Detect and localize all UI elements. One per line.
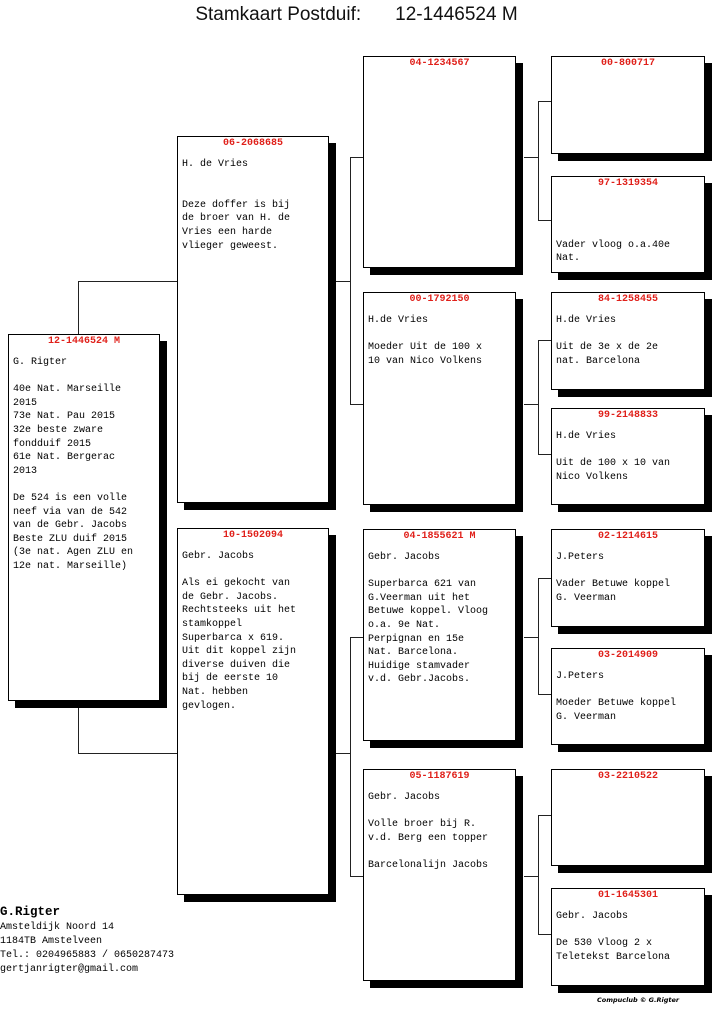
connector-line (350, 404, 364, 405)
pigeon-card-ffm (551, 176, 705, 273)
connector-line (350, 157, 364, 158)
connector-line (524, 157, 539, 158)
pigeon-notes: J.Peters Moeder Betuwe koppel G. Veerman (556, 671, 677, 723)
ring-number: 04-1855621 M (403, 531, 476, 542)
connector-line (538, 101, 552, 102)
ring-number: 04-1234567 (409, 58, 470, 69)
owner-phone: Tel.: 0204965883 / 0650287473 (0, 950, 175, 961)
pigeon-notes: Gebr. Jacobs Volle broer bij R. v.d. Berg een topper Barcelonalijn Jacobs (368, 792, 489, 871)
pigeon-notes: H. de Vries Deze doffer is bij de broer van H. de Vries een harde vlieger geweest. (182, 159, 291, 252)
owner-name: G.Rigter (0, 905, 61, 919)
pigeon-notes: Vader vloog o.a.40e Nat. (556, 239, 671, 265)
ring-number: 01-1645301 (597, 890, 658, 901)
connector-line (538, 694, 552, 695)
ring-number: 84-1258455 (597, 294, 658, 305)
connector-line (524, 637, 539, 638)
connector-line (78, 753, 178, 754)
pigeon-card-fm (363, 292, 516, 505)
connector-line (336, 281, 351, 282)
pigeon-card-fmf (551, 292, 705, 390)
footer-credit: Compuclub © G.Rigter (597, 996, 680, 1004)
pigeon-card-subject (8, 334, 160, 701)
connector-line (336, 753, 351, 754)
title-label: Stamkaart Postduif: (195, 4, 362, 25)
ring-number: 05-1187619 (409, 771, 470, 782)
connector-line (538, 340, 552, 341)
pigeon-card-mother (177, 528, 329, 895)
ring-number: 99-2148833 (597, 410, 658, 421)
pigeon-notes: G. Rigter 40e Nat. Marseille 2015 73e Nat. Pau 2015 32e beste zware fondduif 2015 61e Nat. Bergerac 2013 De 524 is een volle neef via van de 542 van de Gebr. Jacobs Beste ZLU duif 2015 (3e nat. Agen ZLU en 12e nat. Marseille) (13, 357, 134, 572)
pigeon-notes: Gebr. Jacobs Als ei gekocht van de Gebr. Jacobs. Rechtsteeks uit het stamkoppel Superbarca x 619. Uit dit koppel zijn diverse duiven die bij de eerste 10 Nat. hebben gevlogen. (182, 551, 297, 712)
page-title (0, 4, 713, 26)
ring-number: 00-1792150 (409, 294, 470, 305)
pigeon-notes: H.de Vries Uit de 3e x de 2e nat. Barcelona (556, 315, 659, 367)
connector-line (538, 815, 552, 816)
connector-line (350, 637, 364, 638)
pigeon-notes: Gebr. Jacobs Superbarca 621 van G.Veerman uit het Betuwe koppel. Vloog o.a. 9e Nat. Perpignan en 15e Nat. Barcelona. Huidige stamvader v.d. Gebr.Jacobs. (368, 552, 489, 686)
pigeon-notes (552, 70, 704, 78)
pigeon-card-mmm (551, 888, 705, 986)
connector-line (524, 876, 539, 877)
pigeon-notes: H.de Vries Moeder Uit de 100 x 10 van Nico Volkens (368, 315, 483, 367)
pigeon-card-father (177, 136, 329, 503)
connector-line (538, 220, 552, 221)
connector-line (538, 101, 539, 221)
connector-line (538, 454, 552, 455)
pigeon-notes: Gebr. Jacobs De 530 Vloog 2 x Teletekst Barcelona (556, 911, 671, 963)
owner-city: 1184TB Amstelveen (0, 936, 103, 947)
owner-email: gertjanrigter@gmail.com (0, 964, 139, 975)
connector-line (350, 876, 364, 877)
ring-number: 06-2068685 (222, 138, 283, 149)
pigeon-notes (552, 783, 704, 791)
pigeon-notes: H.de Vries Uit de 100 x 10 van Nico Volkens (556, 431, 671, 483)
ring-number: 10-1502094 (222, 530, 283, 541)
pigeon-card-mff (551, 529, 705, 627)
ring-number: 03-2210522 (597, 771, 658, 782)
pigeon-card-mf (363, 529, 516, 741)
connector-line (350, 637, 351, 877)
pigeon-notes: J.Peters Vader Betuwe koppel G. Veerman (556, 552, 671, 604)
connector-line (524, 404, 539, 405)
connector-line (538, 340, 539, 455)
connector-line (538, 578, 552, 579)
connector-line (538, 815, 539, 935)
pigeon-card-fff (551, 56, 705, 154)
ring-number: 03-2014909 (597, 650, 658, 661)
connector-line (538, 578, 539, 695)
pigeon-card-mfm (551, 648, 705, 745)
connector-line (538, 934, 552, 935)
connector-line (78, 281, 178, 282)
owner-info (0, 904, 174, 977)
pigeon-card-fmm (551, 408, 705, 505)
ring-number: 02-1214615 (597, 531, 658, 542)
pigeon-card-mm (363, 769, 516, 981)
pigeon-notes (364, 70, 515, 78)
title-ring-number: 12-1446524 M (395, 4, 518, 25)
ring-number: 97-1319354 (597, 178, 658, 189)
pigeon-card-mmf (551, 769, 705, 866)
owner-address: Amsteldijk Noord 14 (0, 922, 115, 933)
ring-number: 12-1446524 M (47, 336, 120, 347)
connector-line (350, 157, 351, 405)
pigeon-card-ff (363, 56, 516, 268)
ring-number: 00-800717 (600, 58, 655, 69)
